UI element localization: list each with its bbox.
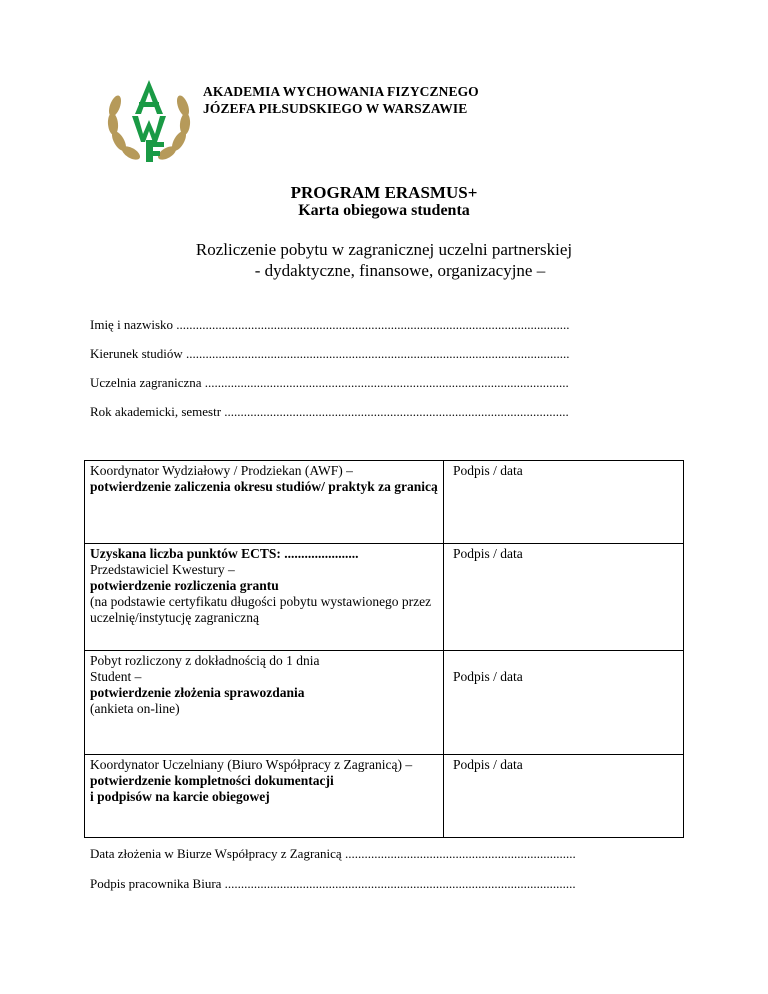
awf-monogram-icon bbox=[132, 80, 166, 162]
role-cell bbox=[85, 651, 444, 755]
role-cell bbox=[85, 755, 444, 838]
table-row bbox=[85, 544, 684, 651]
signature-cell[interactable] bbox=[444, 461, 684, 544]
signature-cell[interactable] bbox=[444, 544, 684, 651]
signature-label: Podpis / data bbox=[453, 546, 523, 561]
awf-logo bbox=[105, 78, 193, 164]
role-confirmation: potwierdzenie rozliczenia grantu bbox=[90, 578, 279, 593]
signature-table bbox=[84, 460, 684, 838]
role-cell bbox=[85, 544, 444, 651]
role-confirmation: potwierdzenie zaliczenia okresu studiów/ praktyk za granicą bbox=[90, 479, 438, 494]
subtitle-line-1: Rozliczenie pobytu w zagranicznej uczelni partnerskiej bbox=[195, 240, 573, 259]
role-label: Koordynator Uczelniany (Biuro Współpracy z Zagranicą) – bbox=[90, 757, 413, 772]
signature-label: Podpis / data bbox=[453, 757, 523, 772]
signature-label: Podpis / data bbox=[453, 669, 523, 684]
name-field[interactable]: Imię i nazwisko ......................................................................................................................... bbox=[90, 317, 570, 332]
role-cell bbox=[85, 461, 444, 544]
study-field[interactable]: Kierunek studiów ...................................................................................................................... bbox=[90, 346, 570, 361]
signature-label: Podpis / data bbox=[453, 463, 523, 478]
subtitle-line-2: - dydaktyczne, finansowe, organizacyjne – bbox=[254, 261, 546, 280]
office-signature-field[interactable]: Podpis pracownika Biura ............................................................................................................ bbox=[90, 876, 576, 891]
institution-name bbox=[203, 83, 479, 117]
role-note: (na podstawie certyfikatu długości pobytu wystawionego przez uczelnię/instytucję zagraniczną bbox=[90, 594, 432, 625]
signature-cell[interactable] bbox=[444, 755, 684, 838]
role-label: Przedstawiciel Kwestury – bbox=[90, 562, 235, 577]
submission-date-field[interactable]: Data złożenia w Biurze Współpracy z Zagranicą ....................................................................... bbox=[90, 846, 576, 861]
role-confirmation: potwierdzenie złożenia sprawozdania bbox=[90, 685, 305, 700]
ects-points-line[interactable]: Uzyskana liczba punktów ECTS: ...................... bbox=[90, 546, 359, 561]
role-label: Koordynator Wydziałowy / Prodziekan (AWF) – bbox=[90, 463, 353, 478]
role-label: Student – bbox=[90, 669, 142, 684]
role-confirmation: potwierdzenie kompletności dokumentacji bbox=[90, 773, 334, 788]
card-title: Karta obiegowa studenta bbox=[298, 202, 470, 219]
institution-line-1: AKADEMIA WYCHOWANIA FIZYCZNEGO bbox=[203, 84, 479, 99]
program-title: PROGRAM ERASMUS+ bbox=[290, 183, 478, 202]
table-row bbox=[85, 461, 684, 544]
institution-line-2: JÓZEFA PIŁSUDSKIEGO W WARSZAWIE bbox=[203, 101, 468, 116]
settlement-note: Pobyt rozliczony z dokładnością do 1 dnia bbox=[90, 653, 320, 668]
academic-year-field[interactable]: Rok akademicki, semestr .......................................................................................................... bbox=[90, 404, 569, 419]
role-note: (ankieta on-line) bbox=[90, 701, 180, 716]
table-row bbox=[85, 651, 684, 755]
table-row bbox=[85, 755, 684, 838]
foreign-university-field[interactable]: Uczelnia zagraniczna ................................................................................................................ bbox=[90, 375, 569, 390]
role-confirmation-2: i podpisów na karcie obiegowej bbox=[90, 789, 270, 804]
signature-cell[interactable] bbox=[444, 651, 684, 755]
